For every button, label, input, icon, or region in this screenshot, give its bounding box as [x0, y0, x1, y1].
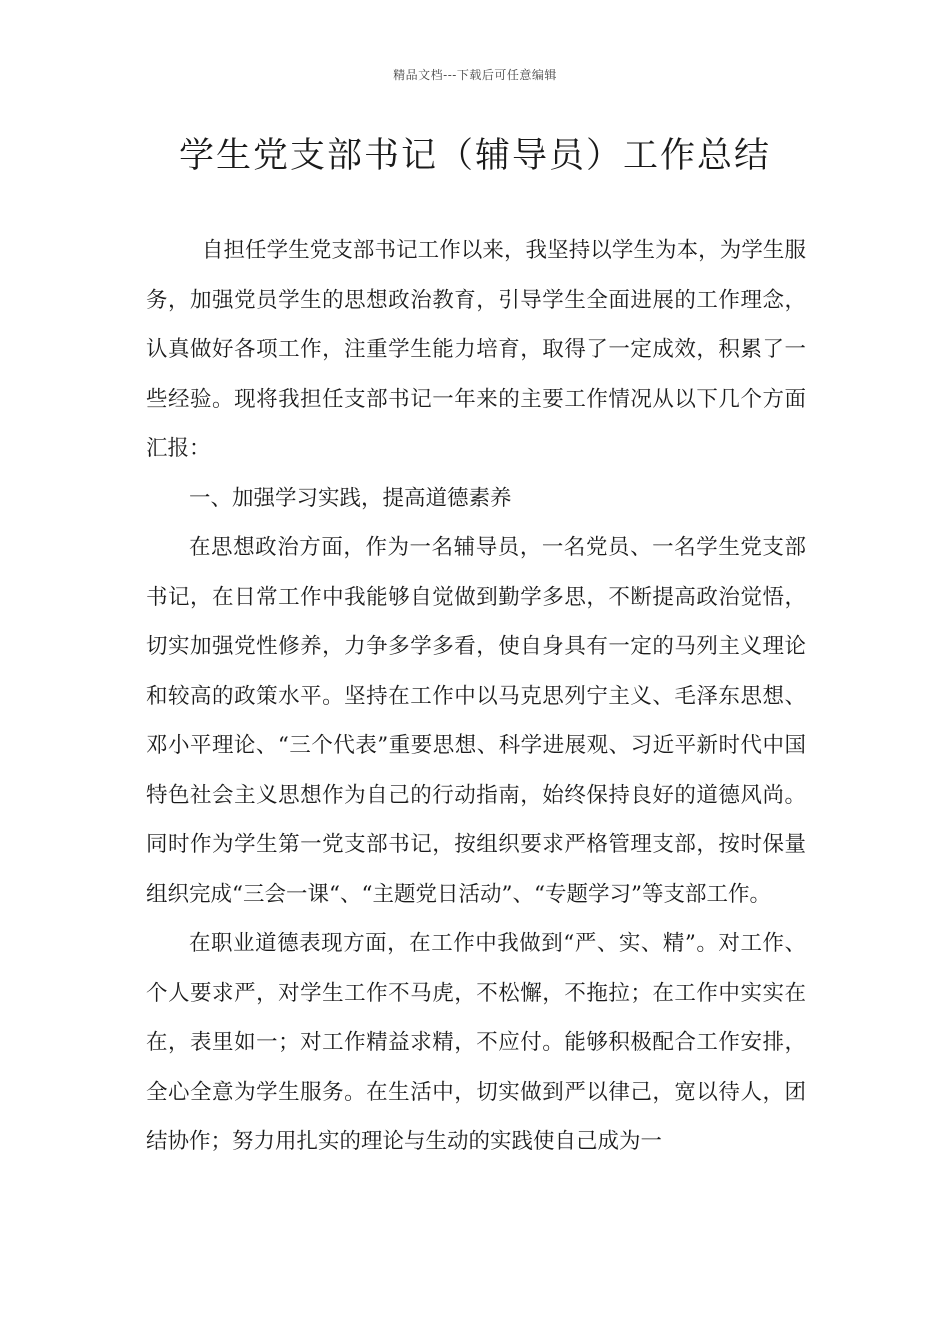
- paragraph-professional-ethics: 在职业道德表现方面，在工作中我做到“严、实、精”。对工作、个人要求严，对学生工作不马虎，不松懈，不拖拉；在工作中实实在在，表里如一；对工作精益求精，不应付。能够积极配合工作安排，全心全意为学生服务。在生活中，切实做到严以律己，宽以待人，团结协作；努力用扎实的理论与生动的实践使自己成为一: [146, 931, 806, 1154]
- paragraph-intro: 自担任学生党支部书记工作以来，我坚持以学生为本，为学生服务，加强党员学生的思想政治教育，引导学生全面进展的工作理念，认真做好各项工作，注重学生能力培育，取得了一定成效，积累了一些经验。现将我担任支部书记一年来的主要工作情况从以下几个方面汇报：: [146, 238, 806, 461]
- section-heading: 一、加强学习实践，提高道德素养: [189, 485, 512, 511]
- paragraph-political: 在思想政治方面，作为一名辅导员，一名党员、一名学生党支部书记，在日常工作中我能够自觉做到勤学多思，不断提高政治觉悟，切实加强党性修养，力争多学多看，使自身具有一定的马列主义理论和较高的政策水平。坚持在工作中以马克思列宁主义、毛泽东思想、邓小平理论、“三个代表”重要思想、科学进展观、习近平新时代中国特色社会主义思想作为自己的行动指南，始终保持良好的道德风尚。同时作为学生第一党支部书记，按组织要求严格管理支部，按时保量组织完成“三会一课“、“主题党日活动”、“专题学习”等支部工作。: [146, 535, 806, 907]
- page-header: 精品文档---下载后可任意编辑: [393, 68, 557, 82]
- document-title: 学生党支部书记（辅导员）工作总结: [178, 136, 771, 176]
- document-body: [146, 226, 806, 1167]
